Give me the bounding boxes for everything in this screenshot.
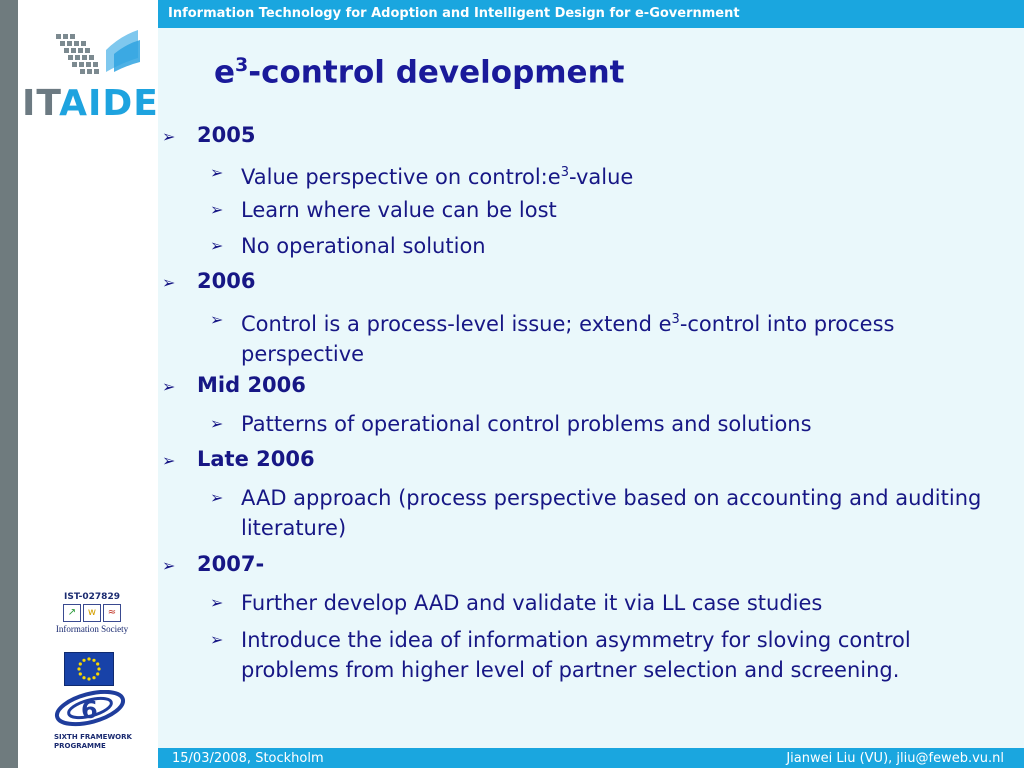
ist-icons	[50, 604, 134, 622]
arrow-bullet-icon: ➢	[210, 414, 224, 433]
bullet-item-text: Value perspective on $control:e^3$-value	[241, 165, 634, 189]
header-text: Information Technology for Adoption and Intelligent Design for e-Government	[168, 6, 740, 21]
bullet-heading-text: 2005	[197, 123, 256, 147]
footer-date-location: 15/03/2008, Stockholm	[172, 751, 324, 766]
bullet-item	[210, 231, 1010, 261]
bullet-heading-text: 2007-	[197, 552, 265, 576]
svg-text:6: 6	[81, 696, 98, 724]
arrow-bullet-icon: ➢	[162, 127, 176, 146]
bullet-heading-text: Mid 2006	[197, 373, 306, 397]
bullet-item-text: No operational solution	[241, 234, 486, 258]
sixth-framework-logo	[54, 690, 134, 750]
bullet-heading	[162, 552, 264, 576]
framework-caption-line2: PROGRAMME	[54, 742, 106, 750]
bullet-item	[210, 195, 1010, 225]
bullet-item	[210, 158, 1010, 192]
eu-flag-icon	[64, 652, 114, 686]
arrow-bullet-icon: ➢	[162, 273, 176, 292]
bullet-heading	[162, 123, 255, 147]
logo-graphic-icon	[20, 28, 158, 88]
ist-approx-icon: ≈	[103, 604, 121, 622]
title-suffix: -control development	[248, 54, 625, 91]
bullet-item	[210, 409, 1010, 439]
title-superscript: 3	[235, 54, 249, 76]
arrow-bullet-icon: ➢	[162, 556, 176, 575]
bullet-heading-text: Late 2006	[197, 447, 315, 471]
ist-arrow-icon: ↗	[63, 604, 81, 622]
title-prefix: e	[214, 54, 236, 91]
arrow-bullet-icon: ➢	[162, 451, 176, 470]
logo-wordmark	[22, 84, 159, 124]
slide-title	[214, 54, 624, 90]
bullet-item-text: Control is a process-level issue; extend $e^3$-control into process perspective	[241, 312, 895, 366]
arrow-bullet-icon: ➢	[210, 630, 224, 649]
ist-logo	[50, 592, 134, 634]
footer-author-email: Jianwei Liu (VU), jliu@feweb.vu.nl	[786, 751, 1004, 766]
arrow-bullet-icon: ➢	[210, 488, 224, 507]
bullet-item-text: Further develop AAD and validate it via LL case studies	[241, 591, 823, 615]
bullet-heading	[162, 373, 306, 397]
arrow-bullet-icon: ➢	[162, 377, 176, 396]
ist-wave-icon: w	[83, 604, 101, 622]
arrow-bullet-icon: ➢	[210, 163, 224, 182]
arrow-bullet-icon: ➢	[210, 310, 224, 329]
logo-wordmark-aide: AIDE	[59, 83, 159, 124]
bullet-item-text: AAD approach (process perspective based on accounting and auditing literature)	[241, 486, 982, 540]
framework-six-icon	[54, 690, 126, 728]
ist-caption: Information Society	[55, 624, 129, 634]
bullet-item-text: Patterns of operational control problems and solutions	[241, 412, 812, 436]
bullet-heading	[162, 269, 255, 293]
bullet-item	[210, 588, 1010, 618]
arrow-bullet-icon: ➢	[210, 593, 224, 612]
bullet-item	[210, 483, 1010, 543]
bullet-item-text: Learn where value can be lost	[241, 198, 557, 222]
bullet-heading-text: 2006	[197, 269, 256, 293]
framework-caption-line1: SIXTH FRAMEWORK	[54, 733, 132, 741]
arrow-bullet-icon: ➢	[210, 200, 224, 219]
bullet-item	[210, 305, 1010, 369]
left-edge-strip	[0, 0, 18, 768]
bullet-item-text: Introduce the idea of information asymmetry for sloving control problems from higher level of partner selection and screening.	[241, 628, 911, 682]
logo-wordmark-it: IT	[22, 83, 60, 124]
arrow-bullet-icon: ➢	[210, 236, 224, 255]
ist-code: IST-027829	[64, 592, 120, 602]
bullet-item	[210, 625, 1010, 685]
bullet-heading	[162, 447, 315, 471]
